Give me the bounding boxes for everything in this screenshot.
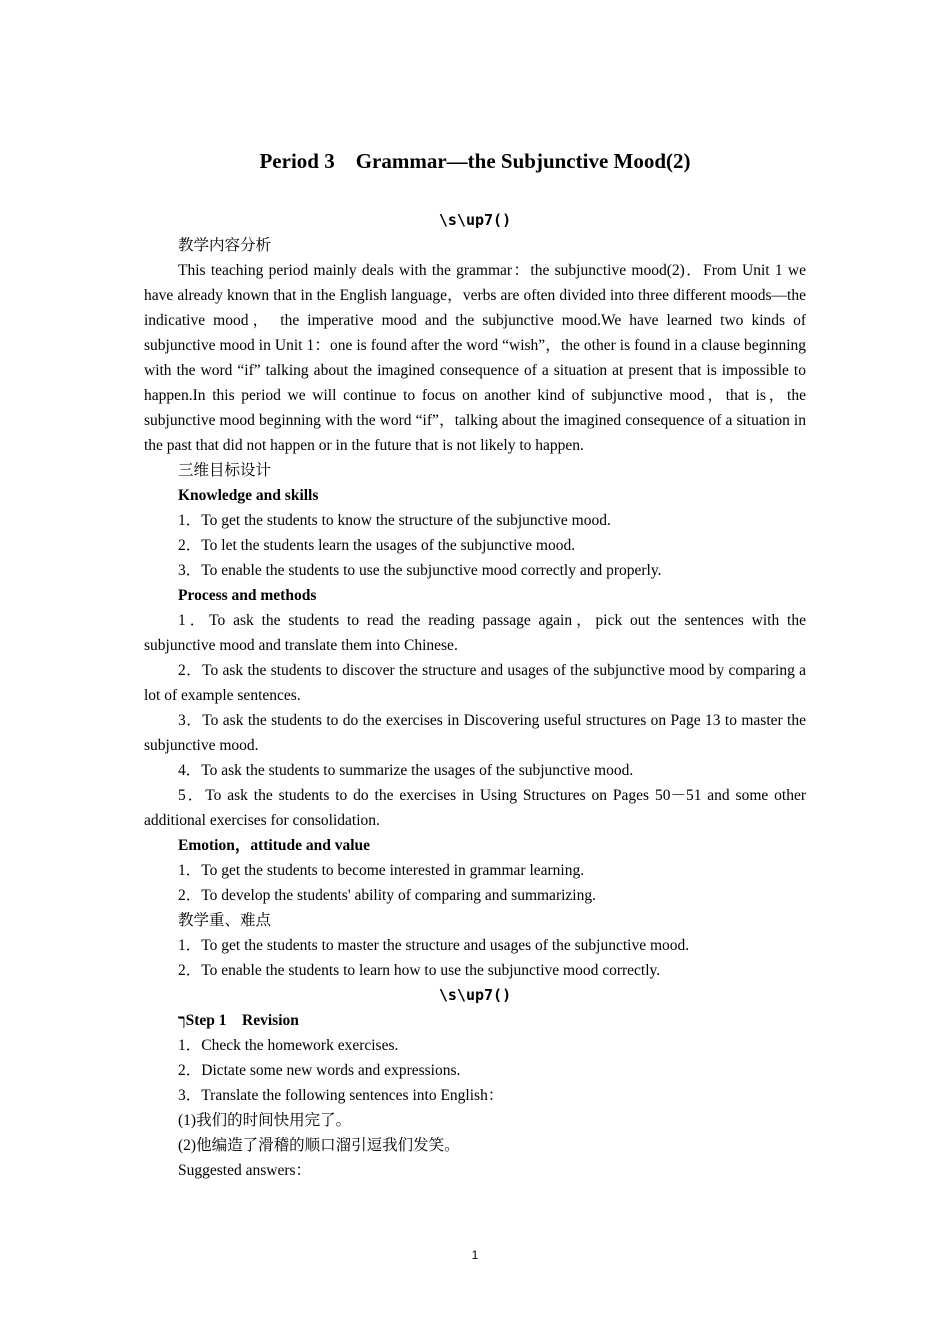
document-body (144, 208, 806, 1183)
field-code: \s\up7() (438, 986, 512, 1004)
page-title: Period 3 Grammar—the Subjunctive Mood(2) (259, 149, 691, 173)
knowledge-heading: Knowledge and skills (178, 487, 319, 504)
sentence-item: (1)我们的时间快用完了。 (178, 1112, 352, 1129)
list-item: 2．Dictate some new words and expressions. (178, 1062, 461, 1079)
list-item: 5．To ask the students to do the exercises in Using Structures on Pages 50－51 and some other additional exercises for consolidation. (144, 787, 806, 829)
emotion-heading: Emotion，attitude and value (178, 837, 371, 854)
list-item: 2．To let the students learn the usages of the subjunctive mood. (178, 537, 576, 554)
objectives-heading: 三维目标设计 (178, 462, 272, 479)
list-item: 3．Translate the following sentences into English： (178, 1087, 504, 1104)
list-item: 1．To ask the students to read the reading passage again，pick out the sentences with the subjunctive mood and translate them into Chinese. (144, 612, 806, 654)
list-item: 2．To ask the students to discover the structure and usages of the subjunctive mood by comparing a lot of example sentences. (144, 662, 806, 704)
analysis-paragraph: This teaching period mainly deals with the grammar：the subjunctive mood(2)．From Unit 1 we have already known that in the English language，verbs are often divided into three different moods—the indicative mood， the imperative mood and the subjunctive mood.We have learned two kinds of subjunctive mood in Unit 1：one is found after the word “wish”，the other is found in a clause beginning with the word “if” talking about the imagined consequence of a situation at present that is impossible to happen.In this period we will continue to focus on another kind of subjunctive mood，that is，the subjunctive mood beginning with the word “if”，talking about the imagined consequence of a situation in the past that did not happen or in the future that is not likely to happen. (144, 262, 806, 454)
list-item: 1．To get the students to master the structure and usages of the subjunctive mood. (178, 937, 690, 954)
suggested-answers-label: Suggested answers： (178, 1162, 312, 1179)
list-item: 1．To get the students to know the structure of the subjunctive mood. (178, 512, 611, 529)
list-item: 1．Check the homework exercises. (178, 1037, 399, 1054)
list-item: 1．To get the students to become interested in grammar learning. (178, 862, 585, 879)
sentence-item: (2)他编造了滑稽的顺口溜引逗我们发笑。 (178, 1137, 460, 1154)
list-item: 3．To enable the students to use the subjunctive mood correctly and properly. (178, 562, 662, 579)
list-item: 4．To ask the students to summarize the usages of the subjunctive mood. (178, 762, 634, 779)
list-item: 2．To enable the students to learn how to use the subjunctive mood correctly. (178, 962, 661, 979)
analysis-heading: 教学内容分析 (178, 237, 272, 254)
field-code: \s\up7() (438, 211, 512, 229)
step1-heading: ךStep 1 Revision (178, 1012, 299, 1029)
process-heading: Process and methods (178, 587, 317, 604)
key-points-heading: 教学重、难点 (178, 912, 272, 929)
list-item: 2．To develop the students' ability of comparing and summarizing. (178, 887, 596, 904)
list-item: 3．To ask the students to do the exercises in Discovering useful structures on Page 13 to master the subjunctive mood. (144, 712, 806, 754)
page-number: 1 (471, 1248, 479, 1262)
